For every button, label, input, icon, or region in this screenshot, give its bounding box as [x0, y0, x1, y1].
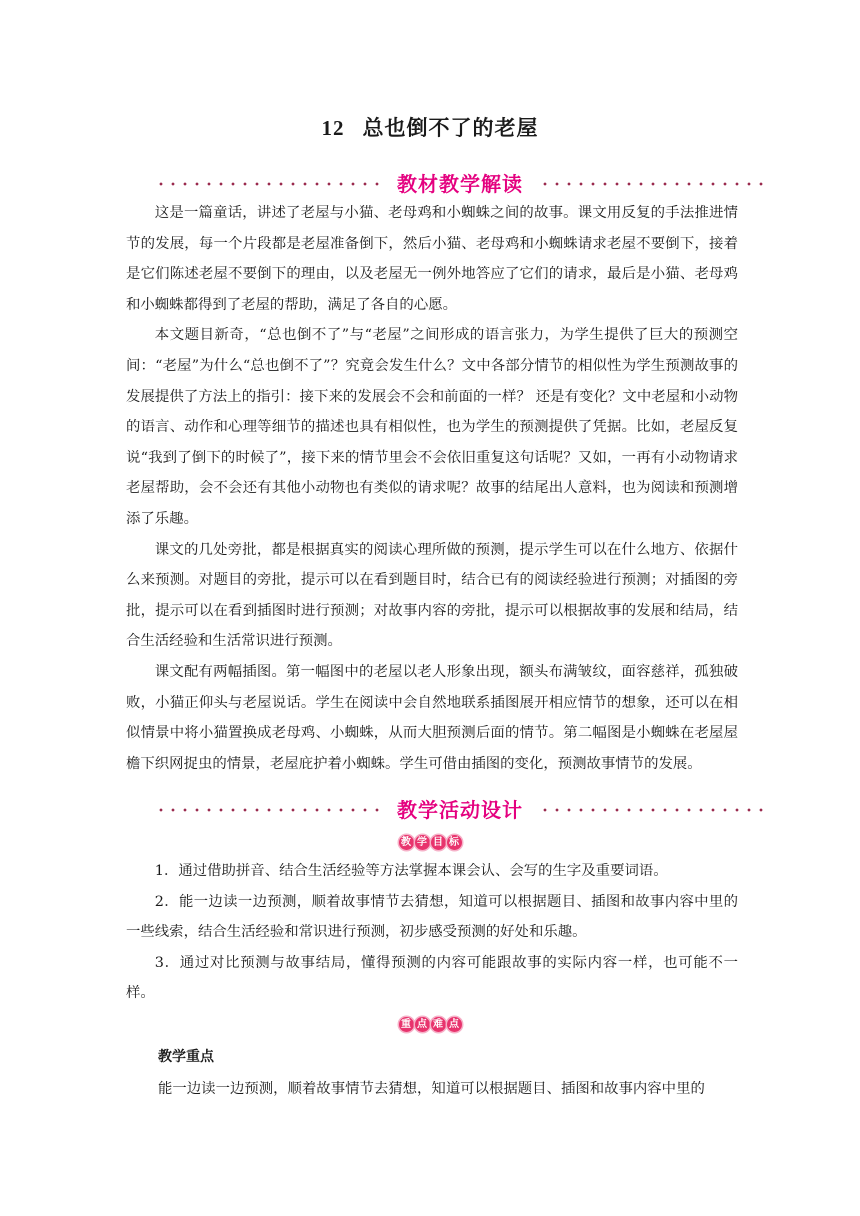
badge-char: 点 — [415, 1017, 430, 1032]
goal-item: 1．通过借助拼音、结合生活经验等方法掌握本课会认、会写的生字及重要词语。 — [154, 863, 668, 879]
badge-teaching-goals — [0, 830, 860, 850]
goal-item: 3．通过对比预测与故事结局，懂得预测的内容可能跟故事的实际内容一样，也可能不一样。 — [126, 954, 738, 1002]
lesson-number: 12 — [321, 116, 345, 140]
section-divider-activity — [155, 796, 765, 822]
teaching-goals-list — [126, 856, 738, 1009]
lesson-title-text: 总也倒不了的老屋 — [362, 116, 539, 140]
section-reading-body — [126, 198, 738, 779]
divider-dots-right — [539, 182, 765, 186]
paragraph: 课文配有两幅插图。第一幅图中的老屋以老人形象出现，额头布满皱纹，面容慈祥，孤独破败，小猫正仰头与老屋说话。学生在阅读中会自然地联系插图展开相应情节的想象，还可以在相似情景中将小猫置换成老母鸡、小蜘蛛，从而大胆预测后面的情节。第二幅图是小蜘蛛在老屋屋檐下织网捉虫的情景，老屋庇护着小蜘蛛。学生可借由插图的变化，预测故事情节的发展。 — [126, 663, 738, 772]
goal-item: 2．能一边读一边预测，顺着故事情节去猜想，知道可以根据题目、插图和故事内容中里的一些线索，结合生活经验和常识进行预测，初步感受预测的好处和乐趣。 — [126, 893, 738, 941]
badge-char: 重 — [399, 1017, 414, 1032]
paragraph: 课文的几处旁批，都是根据真实的阅读心理所做的预测，提示学生可以在什么地方、依据什么来预测。对题目的旁批，提示可以在看到题目时，结合已有的阅读经验进行预测；对插图的旁批，提示可以在看到插图时进行预测；对故事内容的旁批，提示可以根据故事的发展和结局，结合生活经验和生活常识进行预测。 — [126, 541, 738, 650]
paragraph: 这是一篇童话，讲述了老屋与小猫、老母鸡和小蜘蛛之间的故事。课文用反复的手法推进情节的发展，每一个片段都是老屋准备倒下，然后小猫、老母鸡和小蜘蛛请求老屋不要倒下，接着是它们陈述老屋不要倒下的理由，以及老屋无一例外地答应了它们的请求，最后是小猫、老母鸡和小蜘蛛都得到了老屋的帮助，满足了各自的心愿。 — [126, 205, 738, 313]
divider-dots-right — [539, 808, 765, 812]
divider-dots-left — [155, 182, 381, 186]
badge-char: 点 — [447, 1017, 462, 1032]
badge-char: 难 — [431, 1017, 446, 1032]
paragraph: 能一边读一边预测，顺着故事情节去猜想，知道可以根据题目、插图和故事内容中里的 — [158, 1081, 705, 1097]
badge-char: 教 — [399, 835, 414, 850]
badge-char: 目 — [431, 835, 446, 850]
badge-char: 标 — [447, 835, 462, 850]
paragraph: 本文题目新奇，“总也倒不了”与“老屋”之间形成的语言张力，为学生提供了巨大的预测空间：“老屋”为什么“总也倒不了”？究竟会发生什么？文中各部分情节的相似性为学生预测故事的发展提供了方法上的指引：接下来的发展会不会和前面的一样？ 还是有变化？文中老屋和小动物的语言、动作和心理等细节的描述也具有相似性，也为学生的预测提供了凭据。比如，老屋反复说“我到了倒下的时候了”，接下来的情节里会不会依旧重复这句话呢？又如，一再有小动物请求老屋帮助，会不会还有其他小动物也有类似的请求呢？故事的结尾出人意料，也为阅读和预测增添了乐趣。 — [126, 327, 738, 527]
badge-key-points — [0, 1012, 860, 1032]
section-divider-reading — [155, 170, 765, 196]
section-heading-reading: 教材教学解读 — [397, 172, 523, 196]
subheading-key-point: 教学重点 — [158, 1049, 214, 1065]
section-heading-activity: 教学活动设计 — [397, 798, 523, 822]
divider-dots-left — [155, 808, 381, 812]
key-point-text — [126, 1074, 738, 1105]
badge-char: 学 — [415, 835, 430, 850]
lesson-title — [0, 112, 860, 142]
